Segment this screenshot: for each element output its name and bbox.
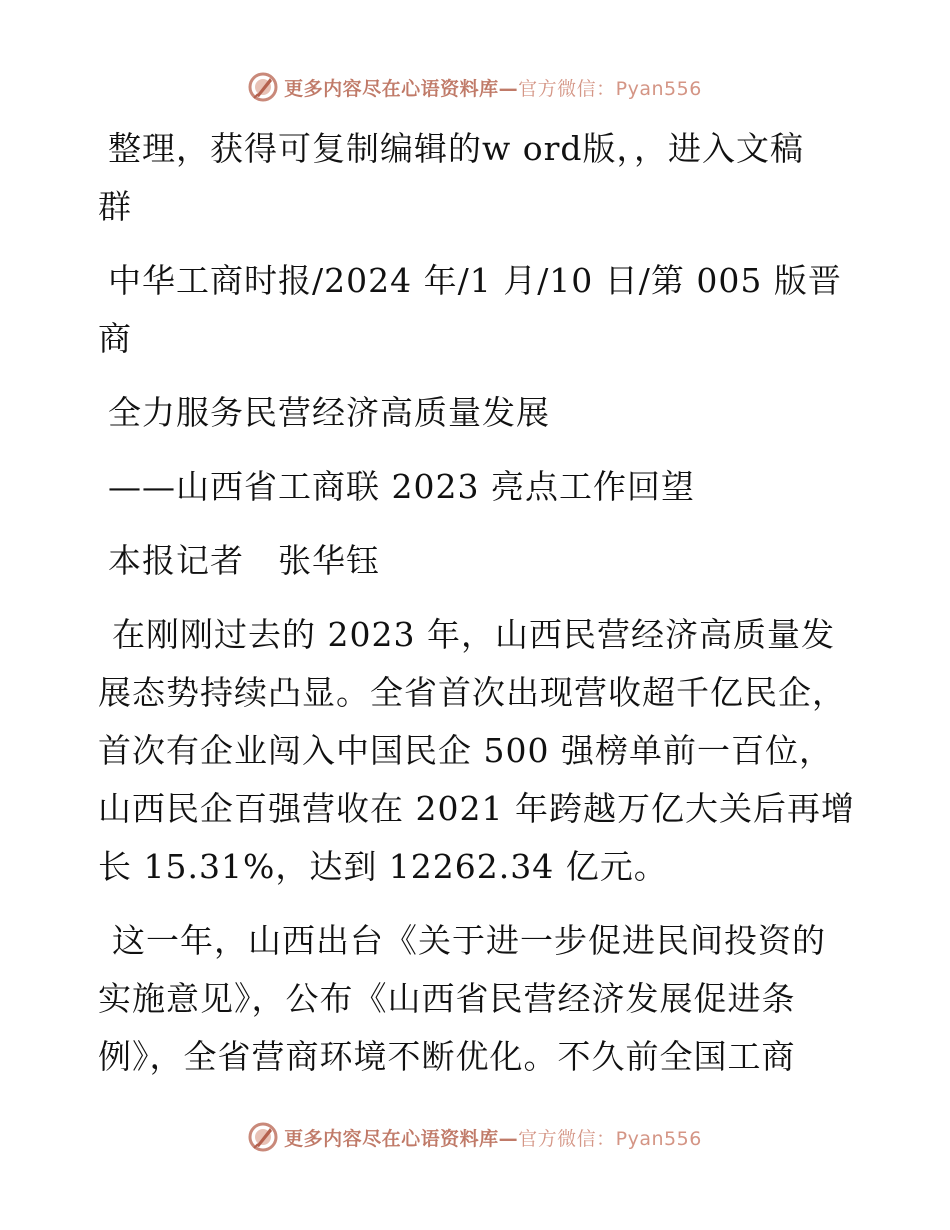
text-line: 在刚刚过去的 2023 年，山西民营经济高质量发 xyxy=(112,615,835,654)
text-line: 群 xyxy=(98,187,132,226)
paragraph xyxy=(98,532,858,590)
text-line: 中华工商时报/2024 年/1 月/10 日/第 005 版晋 xyxy=(108,261,842,300)
watermark-text xyxy=(284,1124,702,1151)
text-line: 整理，获得可复制编辑的w ord版，，进入文稿 xyxy=(108,129,805,168)
paragraph xyxy=(98,912,858,1086)
paragraph xyxy=(98,120,858,236)
article-title: 全力服务民营经济高质量发展 xyxy=(108,393,550,432)
paragraph xyxy=(98,384,858,442)
text-line: 实施意见》，公布《山西省民营经济发展促进条 xyxy=(98,979,796,1018)
text-line: 例》，全省营商环境不断优化。不久前全国工商 xyxy=(98,1037,796,1076)
text-line: 山西民企百强营收在 2021 年跨越万亿大关后再增 xyxy=(98,789,855,828)
article-subtitle: ——山西省工商联 2023 亮点工作回望 xyxy=(108,467,695,506)
text-line: 这一年，山西出台《关于进一步促进民间投资的 xyxy=(112,921,826,960)
feather-logo-icon xyxy=(248,1122,278,1152)
watermark-wechat-text: 官方微信：Pyan556 xyxy=(518,77,702,100)
paragraph xyxy=(98,458,858,516)
text-line: 首次有企业闯入中国民企 500 强榜单前一百位， xyxy=(98,731,833,770)
document-body xyxy=(98,120,858,1086)
footer-watermark xyxy=(0,1122,950,1152)
watermark-wechat-text: 官方微信：Pyan556 xyxy=(518,1127,702,1150)
watermark-text xyxy=(284,74,702,101)
feather-logo-icon xyxy=(248,72,278,102)
watermark-main-text: 更多内容尽在心语资料库— xyxy=(284,1127,519,1150)
byline: 本报记者 张华钰 xyxy=(108,541,380,580)
text-line: 商 xyxy=(98,319,132,358)
header-watermark xyxy=(0,72,950,102)
text-line: 长 15.31%，达到 12262.34 亿元。 xyxy=(98,847,668,886)
paragraph xyxy=(98,606,858,896)
paragraph xyxy=(98,252,858,368)
text-line: 展态势持续凸显。全省首次出现营收超千亿民企， xyxy=(98,673,846,712)
watermark-main-text: 更多内容尽在心语资料库— xyxy=(284,77,519,100)
